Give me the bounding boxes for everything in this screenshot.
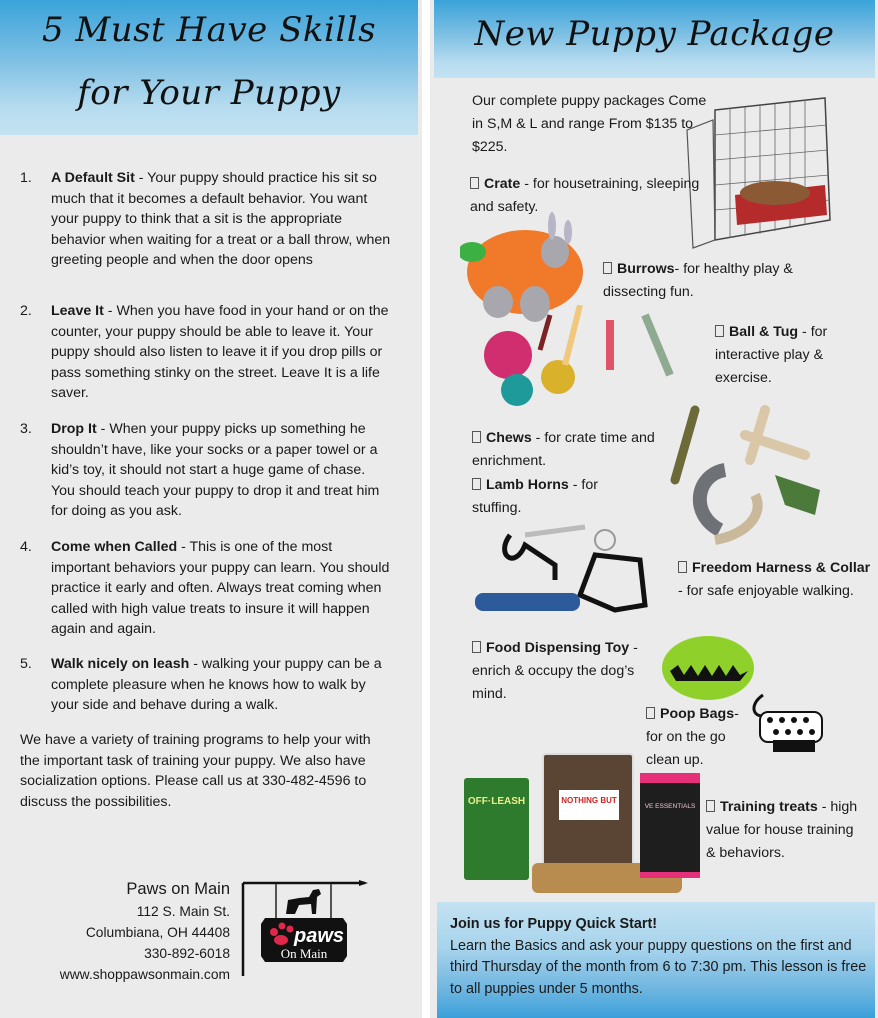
skill-item bbox=[20, 537, 392, 645]
package-item-burrows bbox=[603, 258, 828, 304]
item-name: Crate bbox=[484, 176, 521, 192]
skill-item bbox=[20, 301, 392, 410]
skill-number: 5. bbox=[20, 656, 32, 672]
skill-text: - Your puppy should practice his sit so much that it becomes a default behavior. You want your puppy to think that a sit is the appropriate behavior when waiting for a treat or a ball throw, when greeting people and when the door opens bbox=[51, 170, 391, 268]
skill-text: - When your puppy picks up something he shouldn’t have, like your socks or a paper towel or a kid’s toy, it should not start a huge game of chase. You should teach your puppy to drop it and treat him for doing as you ask. bbox=[51, 421, 380, 519]
checkbox-icon[interactable] bbox=[470, 177, 479, 189]
puppy-quick-start-box bbox=[437, 902, 875, 1018]
city-state-zip: Columbiana, OH 44408 bbox=[85, 925, 230, 940]
skill-name: Walk nicely on leash bbox=[51, 656, 190, 672]
checkbox-icon[interactable] bbox=[603, 262, 612, 274]
skill-number: 1. bbox=[20, 170, 32, 186]
checkbox-icon[interactable] bbox=[678, 561, 687, 573]
package-item-harness-collar bbox=[678, 557, 878, 603]
skill-item bbox=[20, 168, 392, 292]
item-desc: - high value for house training & behaviors. bbox=[706, 799, 858, 861]
treat-bag-off-leash: OFF·LEASH bbox=[464, 778, 529, 880]
skills-title-line2: for Your Puppy bbox=[77, 73, 341, 113]
checkbox-icon[interactable] bbox=[646, 707, 655, 719]
training-programs-text: We have a variety of training programs to help your with the important task of training your puppy. We also have socialization options. Please call us at 330-482-4596 to discuss the possibilities. bbox=[20, 732, 371, 810]
street-address: 112 S. Main St. bbox=[136, 904, 230, 919]
skill-name: Leave It bbox=[51, 303, 104, 319]
skills-list bbox=[20, 168, 392, 730]
quick-start-title: Join us for Puppy Quick Start! bbox=[450, 916, 658, 932]
item-desc: - for healthy play & dissecting fun. bbox=[603, 261, 793, 300]
item-name: Ball & Tug bbox=[729, 324, 799, 340]
package-item-chews bbox=[472, 427, 682, 473]
skills-panel bbox=[0, 0, 422, 1018]
item-name: Lamb Horns bbox=[486, 477, 569, 493]
item-name: Food Dispensing Toy bbox=[486, 640, 630, 656]
package-item-training-treats bbox=[706, 796, 866, 865]
training-treats-image bbox=[452, 743, 696, 898]
package-item-ball-tug bbox=[715, 321, 875, 390]
skill-item bbox=[20, 419, 392, 528]
quick-start-body: Learn the Basics and ask your puppy questions on the first and third Thursday of the month from 6 to 7:30 pm. This lesson is free to all puppies under 5 months. bbox=[450, 937, 867, 997]
item-desc: - for crate time and enrichment. bbox=[472, 430, 655, 469]
phone-number: 330-892-6018 bbox=[144, 946, 230, 961]
item-desc: - for safe enjoyable walking. bbox=[678, 583, 854, 599]
skill-number: 4. bbox=[20, 539, 32, 555]
skill-text: - When you have food in your hand or on the counter, your puppy should be able to leave it. Your puppy should also listen to leave it if you drop pills or pass something stinky on the street. Leave It is a life saver. bbox=[51, 303, 389, 401]
skill-name: A Default Sit bbox=[51, 170, 135, 186]
checkbox-icon[interactable] bbox=[472, 641, 481, 653]
website-link[interactable]: www.shoppawsonmain.com bbox=[59, 967, 230, 982]
poop-bag-holder-image bbox=[748, 690, 828, 760]
item-name: Burrows bbox=[617, 261, 675, 277]
package-item-lamb-horns bbox=[472, 474, 642, 520]
business-name: Paws on Main bbox=[126, 880, 230, 898]
harness-leash-collar-image bbox=[475, 515, 665, 620]
skills-header bbox=[0, 0, 418, 135]
skills-title-line1: 5 Must Have Skills bbox=[41, 10, 377, 50]
chews-image bbox=[655, 405, 835, 545]
skill-text: - This is one of the most important behaviors your puppy can learn. You should practice it early and often. Always treat coming when called with high value treats to insure it will happen again and again. bbox=[51, 539, 390, 637]
food-dispensing-toy-image bbox=[658, 633, 758, 703]
crate-image bbox=[685, 90, 835, 250]
contact-block bbox=[60, 877, 230, 985]
treat-bag-nothing-but: NOTHING BUT bbox=[542, 753, 634, 868]
package-item-food-dispensing-toy bbox=[472, 637, 662, 706]
sign-brand-top: paws bbox=[293, 925, 345, 947]
item-name: Chews bbox=[486, 430, 532, 446]
skill-number: 2. bbox=[20, 303, 32, 319]
paws-on-main-sign-logo bbox=[241, 880, 371, 980]
item-desc: - for interactive play & exercise. bbox=[715, 324, 828, 386]
skill-item bbox=[20, 654, 392, 721]
package-intro: Our complete puppy packages Come in S,M & L and range From $135 to $225. bbox=[472, 93, 707, 155]
skill-name: Come when Called bbox=[51, 539, 178, 555]
package-title: New Puppy Package bbox=[474, 14, 835, 54]
item-desc: - for housetraining, sleeping and safety. bbox=[470, 176, 700, 215]
item-name: Training treats bbox=[720, 799, 818, 815]
package-header bbox=[434, 0, 875, 78]
checkbox-icon[interactable] bbox=[472, 478, 481, 490]
item-name: Freedom Harness & Collar bbox=[692, 560, 871, 576]
item-desc: - enrich & occupy the dog’s mind. bbox=[472, 640, 638, 702]
skill-name: Drop It bbox=[51, 421, 97, 437]
skill-number: 3. bbox=[20, 421, 32, 437]
item-desc: - for stuffing. bbox=[472, 477, 598, 516]
sign-brand-bottom: On Main bbox=[280, 946, 328, 961]
item-desc: - for on the go clean up. bbox=[646, 706, 739, 768]
checkbox-icon[interactable] bbox=[715, 325, 724, 337]
skill-text: - walking your puppy can be a complete pleasure when he knows how to walk by your side and behave during a walk. bbox=[51, 656, 382, 713]
checkbox-icon[interactable] bbox=[472, 431, 481, 443]
treat-bag-vital-essentials: VE ESSENTIALS bbox=[640, 773, 700, 878]
puppy-package-panel bbox=[430, 0, 878, 1018]
balls-and-tugs-image bbox=[480, 305, 695, 410]
item-name: Poop Bags bbox=[660, 706, 735, 722]
checkbox-icon[interactable] bbox=[706, 800, 715, 812]
